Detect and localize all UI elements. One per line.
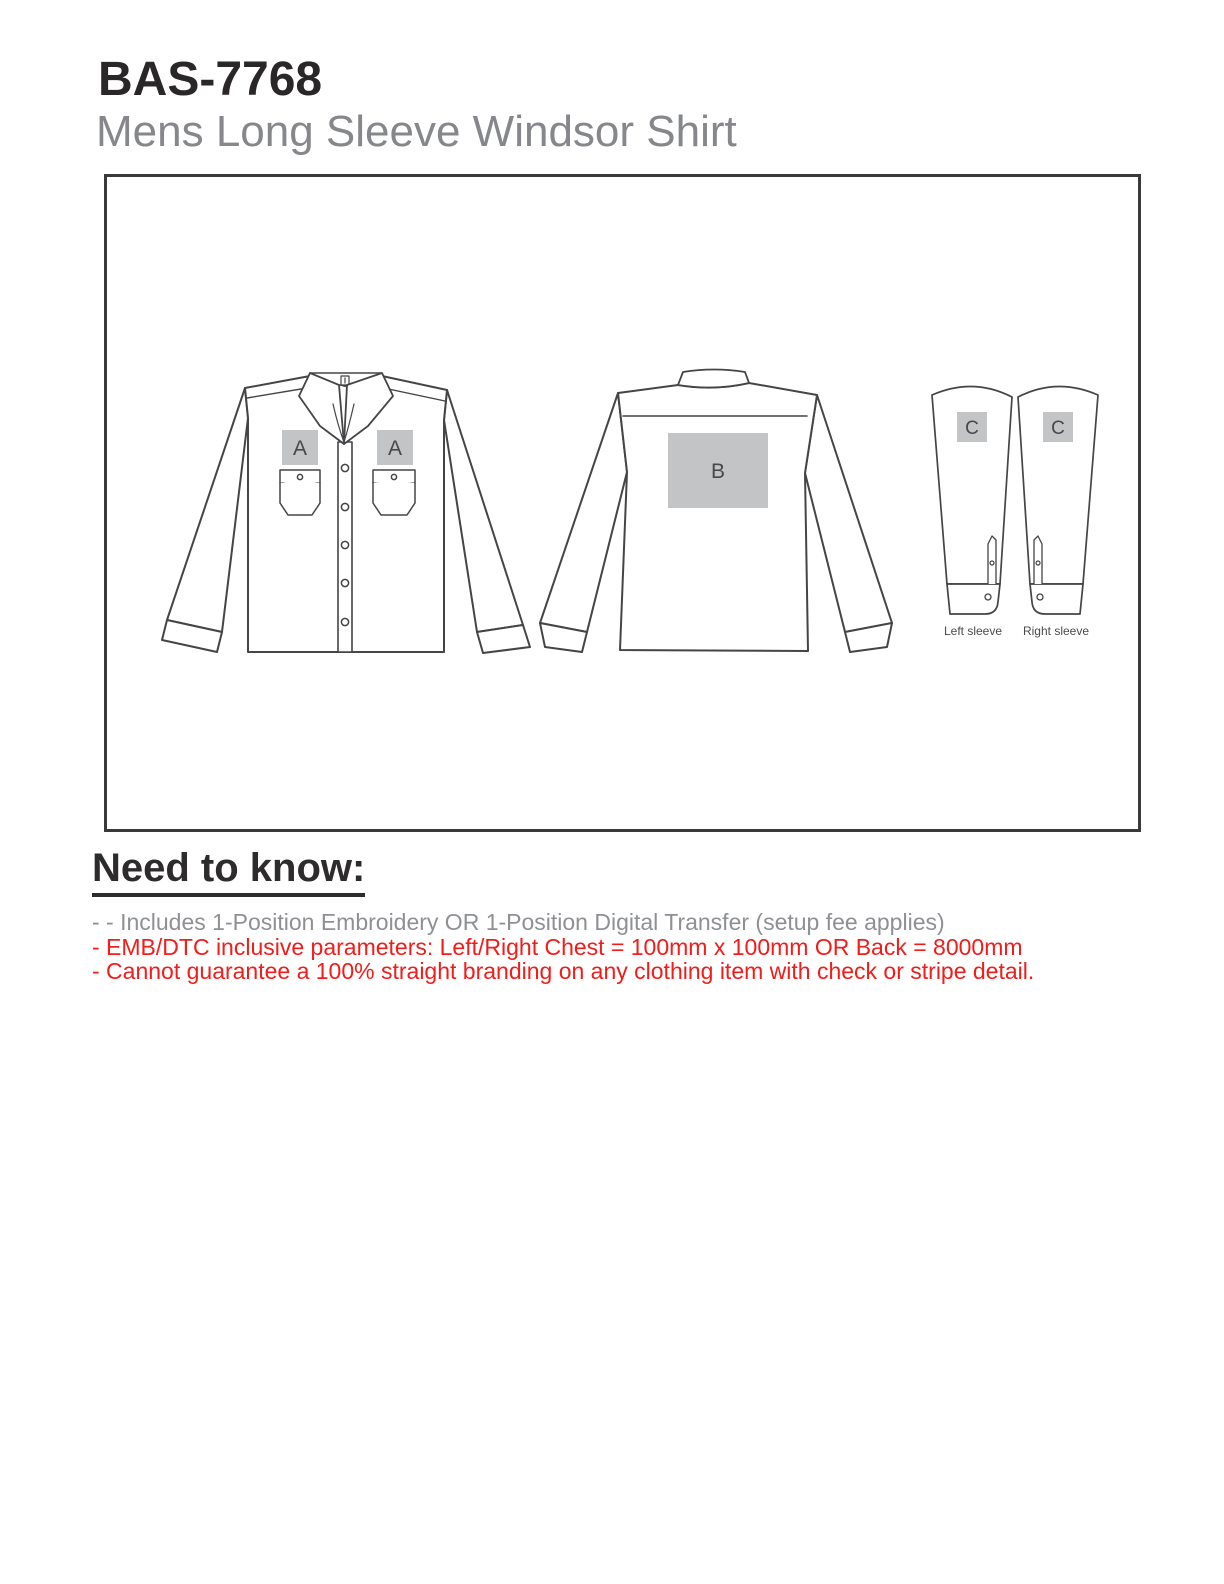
- left-sleeve-placket-button: [990, 561, 994, 565]
- placket-button: [341, 503, 348, 510]
- back-right-sleeve: [805, 395, 892, 632]
- left-sleeve-label: Left sleeve: [943, 624, 1003, 638]
- back-collar: [678, 370, 749, 388]
- front-left-sleeve: [167, 388, 248, 632]
- front-left-pocket: [280, 483, 320, 515]
- front-right-pocket-button: [391, 474, 396, 479]
- left-sleeve-placket: [988, 536, 996, 584]
- back-body: [618, 383, 817, 651]
- left-sleeve-cuff-button: [985, 594, 991, 600]
- placket-button: [341, 579, 348, 586]
- note-includes-branding: - - Includes 1-Position Embroidery OR 1-Position Digital Transfer (setup fee applies): [92, 909, 945, 935]
- sleeves-detail-diagram: [925, 382, 1100, 642]
- right-sleeve-placket-button: [1036, 561, 1040, 565]
- left-sleeve-cuff: [947, 584, 1000, 614]
- placket-button: [341, 464, 348, 471]
- front-right-sleeve: [444, 390, 523, 632]
- placket-button: [341, 618, 348, 625]
- placement-letter-right-sleeve: C: [1051, 418, 1065, 439]
- placement-letter-right-chest: A: [387, 437, 403, 460]
- front-left-pocket-button: [297, 474, 302, 479]
- right-sleeve-placket: [1034, 536, 1042, 584]
- product-name-subtitle: Mens Long Sleeve Windsor Shirt: [96, 107, 737, 156]
- front-right-pocket: [373, 483, 415, 515]
- back-left-sleeve: [540, 393, 627, 632]
- placement-letter-back: B: [710, 460, 726, 483]
- right-sleeve-label: Right sleeve: [1022, 624, 1090, 638]
- placement-letter-left-sleeve: C: [965, 418, 979, 439]
- note-straight-branding-disclaimer: - Cannot guarantee a 100% straight branding on any clothing item with check or stripe detail.: [92, 958, 1035, 984]
- note-inclusive-parameters: - EMB/DTC inclusive parameters: Left/Right Chest = 100mm x 100mm OR Back = 8000mm: [92, 934, 1023, 960]
- placement-letter-left-chest: A: [292, 437, 308, 460]
- need-to-know-heading: Need to know:: [92, 848, 365, 897]
- shirt-front-view-diagram: [150, 360, 545, 660]
- product-code-title: BAS-7768: [98, 53, 323, 106]
- shirt-back-view-diagram: [535, 360, 925, 660]
- right-sleeve-cuff-button: [1037, 594, 1043, 600]
- placket-button: [341, 541, 348, 548]
